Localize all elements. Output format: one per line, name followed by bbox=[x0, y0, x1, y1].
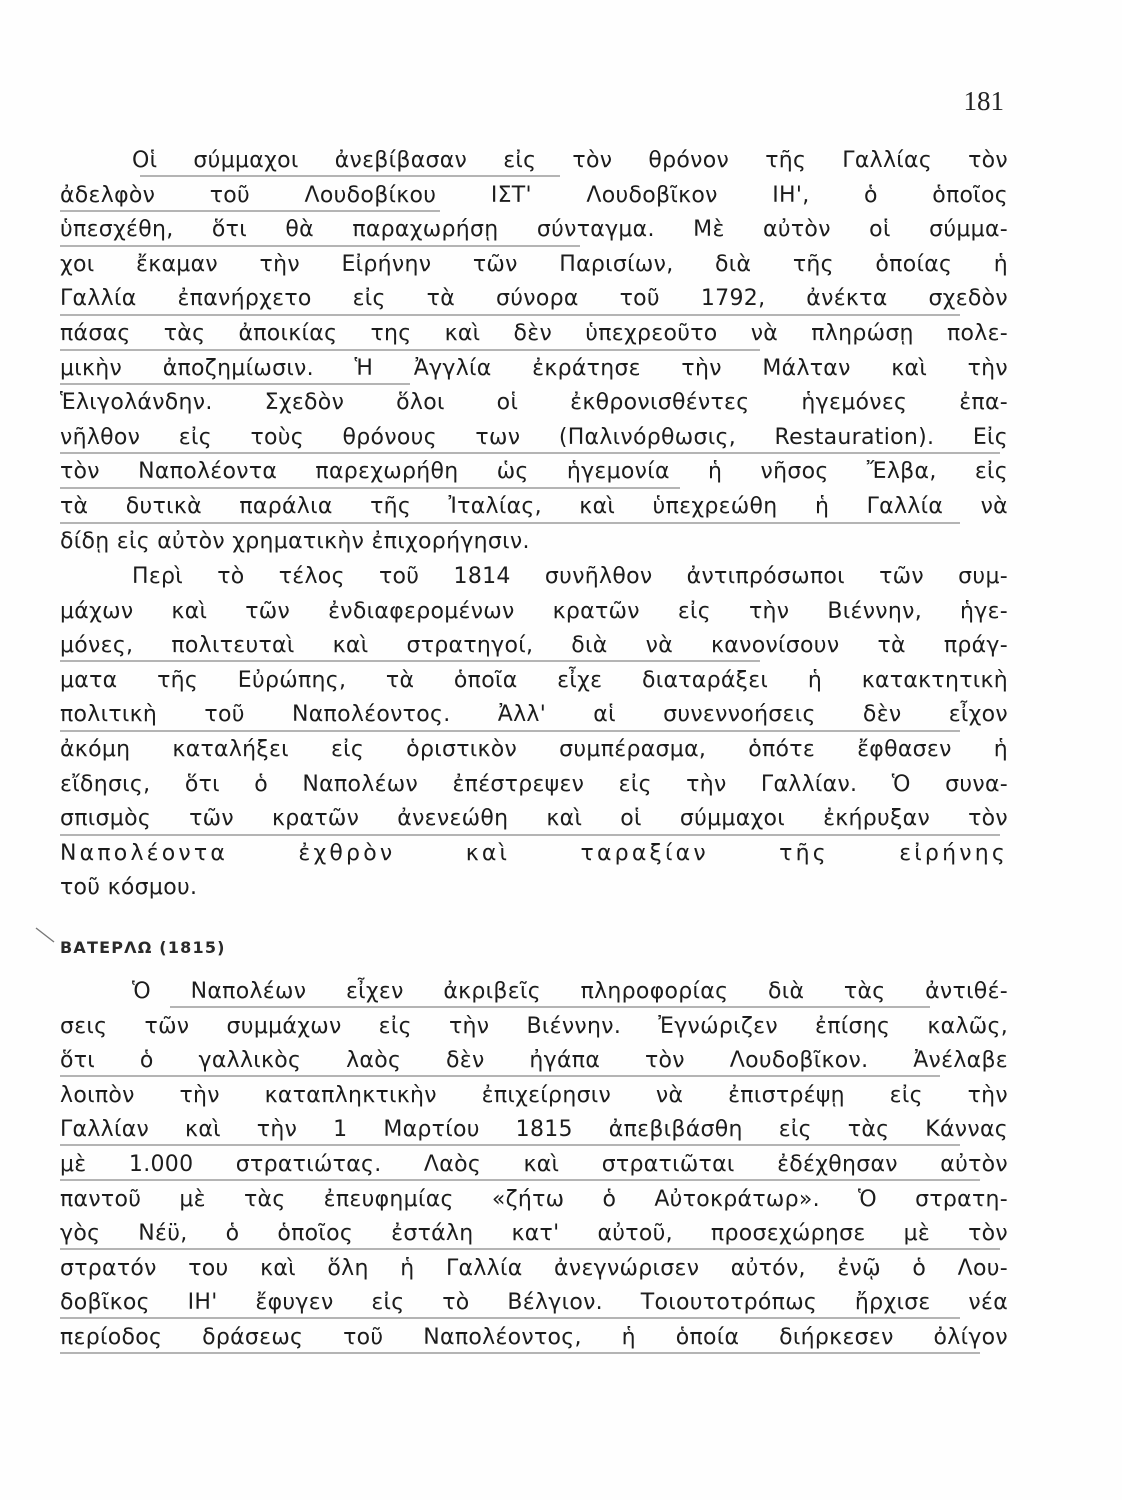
text-line: γὸς Νέϋ, ὁ ὁποῖος ἐστάλη κατ' αὐτοῦ, προσεχώρησε μὲ τὸν bbox=[60, 1221, 1008, 1247]
text-line: μικὴν ἀποζημίωσιν. Ἡ Ἀγγλία ἐκράτησε τὴν Μάλταν καὶ τὴν bbox=[60, 355, 1008, 381]
text-line: πολιτικὴ τοῦ Ναπολέοντος. Ἀλλ' αἱ συνεννοήσεις δὲν εἶχον bbox=[60, 702, 1008, 728]
text-line: περίοδος δράσεως τοῦ Ναπολέοντος, ἡ ὁποία διήρκεσεν ὀλίγον bbox=[60, 1324, 1008, 1350]
text-line: τοῦ κόσμου. bbox=[60, 875, 198, 901]
text-line: παντοῦ μὲ τὰς ἐπευφημίας «ζήτω ὁ Αὐτοκράτωρ». Ὁ στρατη- bbox=[60, 1186, 1008, 1212]
text-line: δίδῃ εἰς αὐτὸν χρηματικὴν ἐπιχορήγησιν. bbox=[60, 528, 530, 554]
text-line: τὸν Ναπολέοντα παρεχωρήθη ὡς ἡγεμονία ἡ νῆσος Ἔλβα, εἰς bbox=[60, 459, 1008, 485]
text-line: σεις τῶν συμμάχων εἰς τὴν Βιέννην. Ἐγνώριζεν ἐπίσης καλῶς, bbox=[60, 1013, 1008, 1039]
paragraph-napoleon-return bbox=[60, 975, 1008, 1356]
text-line: μάχων καὶ τῶν ἐνδιαφερομένων κρατῶν εἰς τὴν Βιέννην, ἡγε- bbox=[60, 598, 1008, 624]
text-line: ματα τῆς Εὐρώπης, τὰ ὁποῖα εἶχε διαταράξει ἡ κατακτητικὴ bbox=[60, 667, 1008, 693]
text-line: λοιπὸν τὴν καταπληκτικὴν ἐπιχείρησιν νὰ ἐπιστρέψῃ εἰς τὴν bbox=[60, 1082, 1008, 1108]
pencil-underline bbox=[60, 730, 960, 732]
pencil-underline bbox=[60, 1179, 980, 1181]
pencil-underline bbox=[140, 175, 560, 177]
pencil-underline bbox=[60, 349, 760, 351]
text-line: ἀκόμη καταλήξει εἰς ὁριστικὸν συμπέρασμα, ὁπότε ἔφθασεν ἡ bbox=[60, 736, 1008, 762]
text-line: Γαλλία ἐπανήρχετο εἰς τὰ σύνορα τοῦ 1792, ἀνέκτα σχεδὸν bbox=[60, 286, 1008, 312]
pencil-check-mark-icon bbox=[34, 922, 60, 948]
pencil-underline bbox=[60, 245, 580, 247]
pencil-underline bbox=[60, 834, 1000, 836]
text-line: ὑπεσχέθη, ὅτι θὰ παραχωρήσῃ σύνταγμα. Μὲ αὐτὸν οἱ σύμμα- bbox=[60, 217, 1008, 243]
text-line: τὰ δυτικὰ παράλια τῆς Ἰταλίας, καὶ ὑπεχρεώθη ἡ Γαλλία νὰ bbox=[60, 493, 1008, 519]
text-line: σπισμὸς τῶν κρατῶν ἀνενεώθη καὶ οἱ σύμμαχοι ἐκήρυξαν τὸν bbox=[60, 806, 1008, 832]
paragraph-congress-vienna bbox=[60, 560, 1008, 906]
page-number: 181 bbox=[963, 86, 1004, 116]
text-line: Ἑλιγολάνδην. Σχεδὸν ὅλοι οἱ ἐκθρονισθέντες ἡγεμόνες ἐπα- bbox=[60, 390, 1008, 416]
text-line: νῆλθον εἰς τοὺς θρόνους των (Παλινόρθωσις, Restauration). Εἰς bbox=[60, 424, 1008, 450]
text-line: στρατόν του καὶ ὅλη ἡ Γαλλία ἀνεγνώρισεν αὐτόν, ἐνῷ ὁ Λου- bbox=[60, 1255, 1008, 1281]
pencil-underline bbox=[60, 1248, 1000, 1250]
text-line: μὲ 1.000 στρατιώτας. Λαὸς καὶ στρατιῶται ἐδέχθησαν αὐτὸν bbox=[60, 1151, 1008, 1177]
pencil-underline bbox=[60, 1075, 940, 1077]
pencil-underline bbox=[60, 1352, 980, 1354]
text-line: πάσας τὰς ἀποικίας της καὶ δὲν ὑπεχρεοῦτο νὰ πληρώσῃ πολε- bbox=[60, 320, 1008, 346]
text-line: Περὶ τὸ τέλος τοῦ 1814 συνῆλθον ἀντιπρόσωποι τῶν συμ- bbox=[132, 564, 1008, 589]
pencil-underline bbox=[60, 660, 760, 662]
pencil-underline bbox=[60, 1144, 960, 1146]
text-line: ἀδελφὸν τοῦ Λουδοβίκου ΙΣΤ' Λουδοβῖκον ΙΗ', ὁ ὁποῖος bbox=[60, 182, 1008, 208]
pencil-underline bbox=[60, 522, 960, 524]
text-line: Οἱ σύμμαχοι ἀνεβίβασαν εἰς τὸν θρόνον τῆς Γαλλίας τὸν bbox=[132, 148, 1008, 173]
text-line: Ναπολέοντα ἐχθρὸν καὶ ταραξίαν τῆς εἰρήνης bbox=[60, 840, 1008, 866]
pencil-underline bbox=[60, 383, 410, 385]
pencil-underline bbox=[60, 314, 960, 316]
pencil-underline bbox=[170, 1006, 930, 1008]
pencil-underline bbox=[60, 210, 440, 212]
text-line: μόνες, πολιτευταὶ καὶ στρατηγοί, διὰ νὰ κανονίσουν τὰ πράγ- bbox=[60, 633, 1008, 659]
text-line: Ὁ Ναπολέων εἶχεν ἀκριβεῖς πληροφορίας διὰ τὰς ἀντιθέ- bbox=[132, 979, 1008, 1004]
text-line: ὅτι ὁ γαλλικὸς λαὸς δὲν ἠγάπα τὸν Λουδοβῖκον. Ἀνέλαβε bbox=[60, 1048, 1008, 1074]
text-line: χοι ἔκαμαν τὴν Εἰρήνην τῶν Παρισίων, διὰ τῆς ὁποίας ἡ bbox=[60, 251, 1008, 277]
pencil-underline bbox=[60, 452, 1000, 454]
pencil-underline bbox=[60, 487, 680, 489]
paragraph-allies-restoration bbox=[60, 144, 1008, 559]
text-line: δοβῖκος ΙΗ' ἔφυγεν εἰς τὸ Βέλγιον. Τοιουτοτρόπως ἤρχισε νέα bbox=[60, 1290, 1008, 1316]
pencil-underline bbox=[60, 1317, 960, 1319]
section-heading-waterloo: ΒΑΤΕΡΛΩ (1815) bbox=[60, 938, 226, 957]
text-line: Γαλλίαν καὶ τὴν 1 Μαρτίου 1815 ἀπεβιβάσθη εἰς τὰς Κάννας bbox=[60, 1117, 1008, 1143]
text-line: εἴδησις, ὅτι ὁ Ναπολέων ἐπέστρεψεν εἰς τὴν Γαλλίαν. Ὁ συνα- bbox=[60, 771, 1008, 797]
